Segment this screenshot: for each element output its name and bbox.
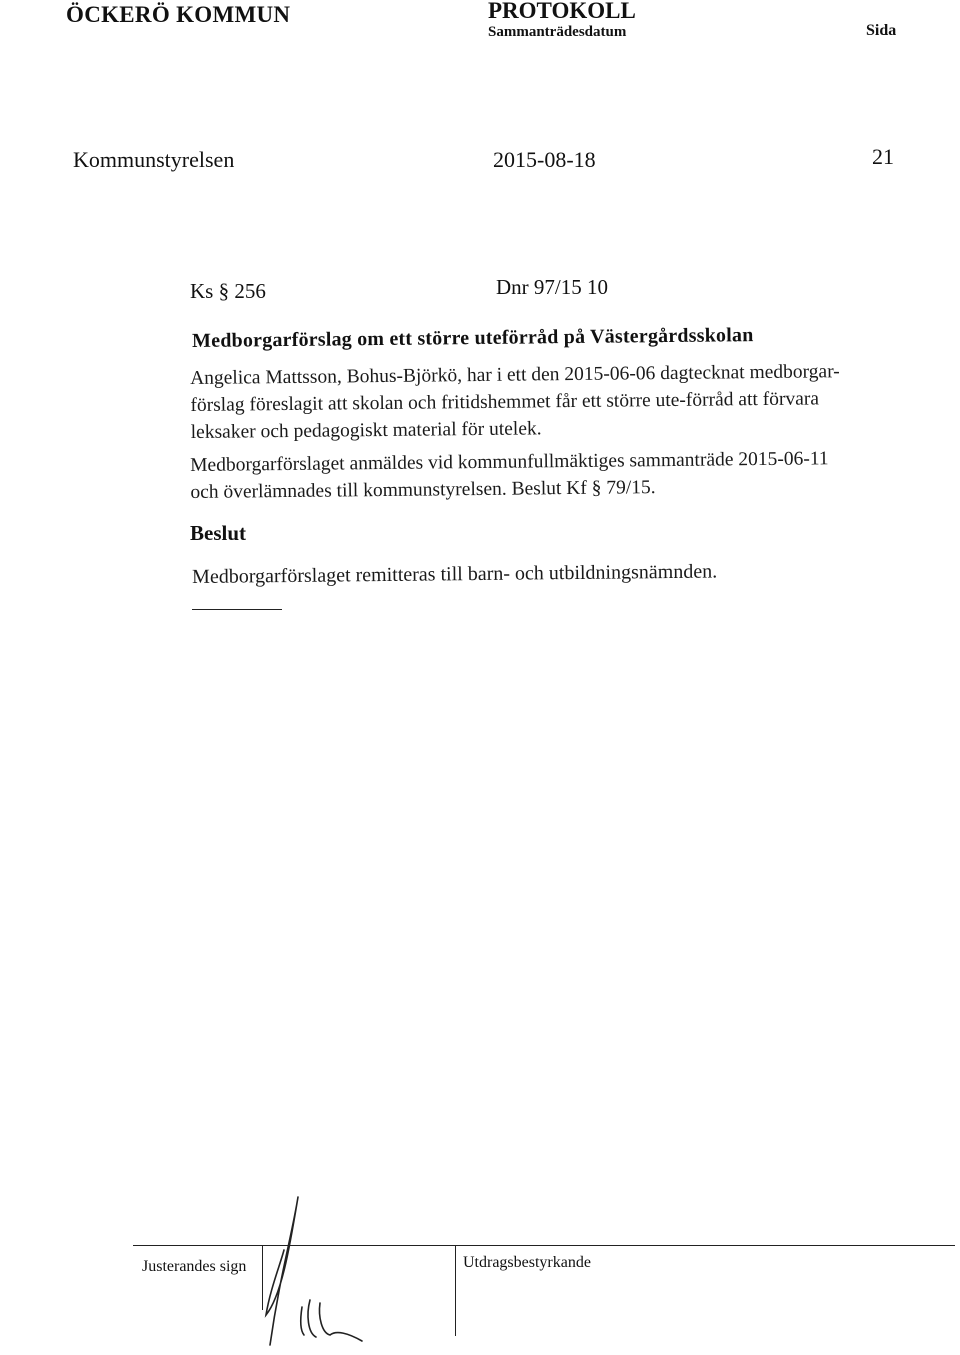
paragraph-line: förslag föreslagit att skolan och fritidshemmet får ett större ute-förråd att förvara xyxy=(190,388,820,416)
meeting-date-label: Sammanträdesdatum xyxy=(488,24,627,40)
decision-text: Medborgarförslaget remitteras till barn- och utbildningsnämnden. xyxy=(192,560,718,588)
footer-divider xyxy=(455,1246,456,1336)
municipality-name: ÖCKERÖ KOMMUN xyxy=(66,2,291,27)
paragraph-line: Angelica Mattsson, Bohus-Björkö, har i ett den 2015-06-06 dagtecknat medborgar- xyxy=(190,361,840,389)
section-number: Ks § 256 xyxy=(190,279,266,303)
decision-heading: Beslut xyxy=(190,521,247,545)
decision-end-rule xyxy=(192,609,282,610)
body-name: Kommunstyrelsen xyxy=(73,147,235,172)
matter-title: Medborgarförslag om ett större uteförråd på Västergårdsskolan xyxy=(192,324,754,352)
paragraph-line: leksaker och pedagogiskt material för utelek. xyxy=(190,418,542,443)
page-number: 21 xyxy=(872,144,894,169)
handwritten-signature xyxy=(240,1195,380,1355)
background-paragraph xyxy=(190,357,951,446)
extract-certification-label: Utdragsbestyrkande xyxy=(463,1254,591,1271)
referral-paragraph xyxy=(190,444,951,506)
diary-number: Dnr 97/15 10 xyxy=(496,275,608,299)
adjuster-signature-label: Justerandes sign xyxy=(142,1258,247,1275)
paragraph-line: och överlämnades till kommunstyrelsen. Beslut Kf § 79/15. xyxy=(190,477,656,503)
meeting-date: 2015-08-18 xyxy=(493,147,596,172)
document-type: PROTOKOLL xyxy=(488,0,636,23)
paragraph-line: Medborgarförslaget anmäldes vid kommunfullmäktiges sammanträde 2015-06-11 xyxy=(190,448,829,476)
page-label: Sida xyxy=(866,22,897,39)
